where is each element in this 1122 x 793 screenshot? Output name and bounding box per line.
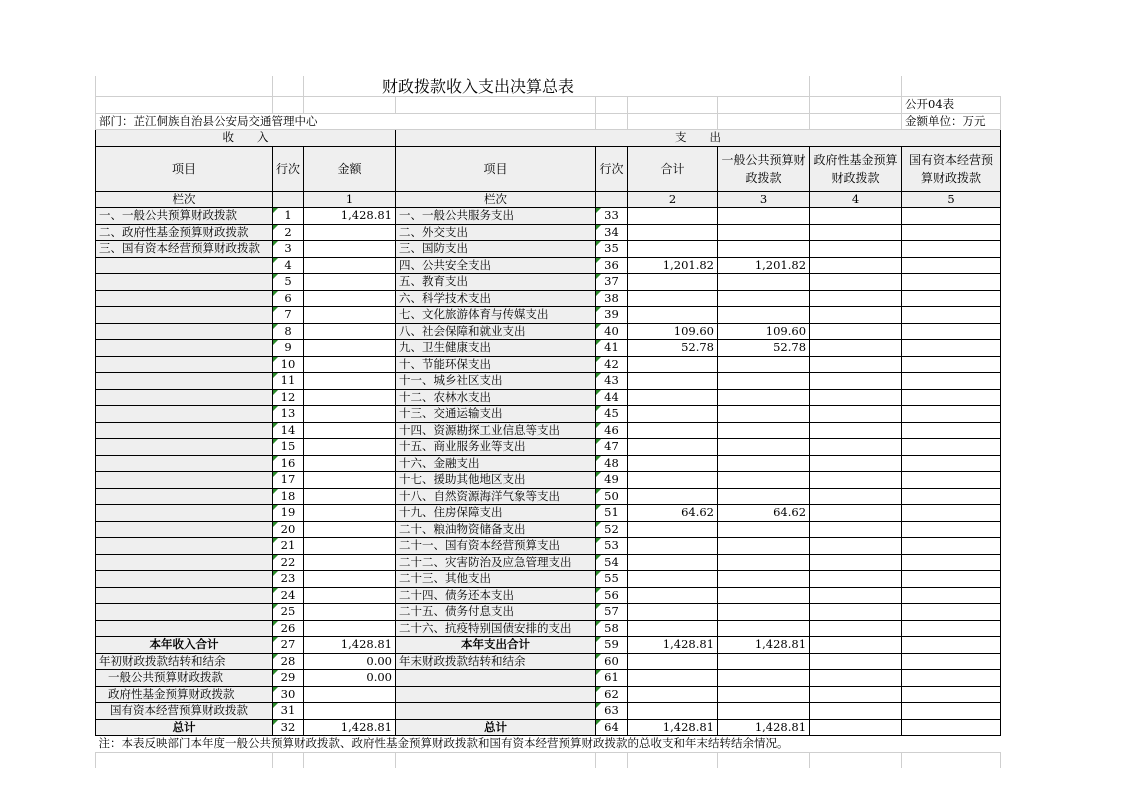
cell-total: 109.60 (628, 323, 718, 340)
cell-in-amt (304, 571, 396, 588)
cell-gen (718, 472, 810, 489)
cell-gen (718, 554, 810, 571)
cell-out-no: 46 (596, 422, 628, 439)
cell-out-item: 二十二、灾害防治及应急管理支出 (396, 554, 596, 571)
cell-in-item (96, 538, 273, 555)
cell-fund (810, 373, 902, 390)
cell-in-item (96, 488, 273, 505)
cell-out-no: 53 (596, 538, 628, 555)
cell-out-no: 54 (596, 554, 628, 571)
cell-in-amt (304, 323, 396, 340)
table-row (96, 307, 1001, 324)
cell-gen (718, 307, 810, 324)
cell-cap (902, 241, 1001, 258)
cell-in-amt (304, 373, 396, 390)
table-row (96, 422, 1001, 439)
cell-in-amt: 1,428.81 (304, 208, 396, 225)
carry-general-row: 一般公共预算财政拨款 29 0.00 61 (96, 670, 1001, 687)
cell-out-item: 二十一、国有资本经营预算支出 (396, 538, 596, 555)
cell-out-no: 42 (596, 356, 628, 373)
cell-out-no: 47 (596, 439, 628, 456)
cell-cap (902, 422, 1001, 439)
cell-out-item: 十七、援助其他地区支出 (396, 472, 596, 489)
cell-gen (718, 290, 810, 307)
cell-gen (718, 455, 810, 472)
cell-gen (718, 620, 810, 637)
cell-in-item (96, 274, 273, 291)
cell-out-no: 39 (596, 307, 628, 324)
cell-cap (902, 505, 1001, 522)
cell-in-amt (304, 472, 396, 489)
cell-gen (718, 389, 810, 406)
cell-in-item (96, 257, 273, 274)
cell-out-no: 45 (596, 406, 628, 423)
cell-out-item: 五、教育支出 (396, 274, 596, 291)
cell-in-no: 6 (273, 290, 304, 307)
cell-total (628, 274, 718, 291)
table-row (96, 604, 1001, 621)
cell-out-item: 七、文化旅游体育与传媒支出 (396, 307, 596, 324)
table-row (96, 241, 1001, 258)
cell-cap (902, 587, 1001, 604)
cell-in-amt (304, 505, 396, 522)
header-general-budget: 一般公共预算财政拨款 (718, 146, 810, 191)
cell-gen (718, 274, 810, 291)
cell-fund (810, 620, 902, 637)
cell-cap (902, 208, 1001, 225)
cell-fund (810, 521, 902, 538)
cell-fund (810, 439, 902, 456)
cell-out-no: 44 (596, 389, 628, 406)
cell-cap (902, 620, 1001, 637)
cell-gen (718, 571, 810, 588)
cell-cap (902, 488, 1001, 505)
footnote: 注：本表反映部门本年度一般公共预算财政拨款、政府性基金预算财政拨款和国有资本经营预算财政拨款的总收支和年末结转结余情况。 (96, 736, 1001, 753)
cell-in-item (96, 307, 273, 324)
column-index-row: 栏次 1 栏次 2 3 4 5 (96, 191, 1001, 208)
table-row (96, 389, 1001, 406)
table-row (96, 538, 1001, 555)
cell-fund (810, 604, 902, 621)
cell-in-item (96, 455, 273, 472)
cell-total: 1,201.82 (628, 257, 718, 274)
table-row (96, 208, 1001, 225)
cell-total (628, 455, 718, 472)
cell-gen: 1,201.82 (718, 257, 810, 274)
table-row (96, 290, 1001, 307)
cell-fund (810, 587, 902, 604)
cell-fund (810, 571, 902, 588)
table-row (96, 571, 1001, 588)
cell-in-item (96, 505, 273, 522)
cell-cap (902, 373, 1001, 390)
cell-in-item (96, 604, 273, 621)
cell-fund (810, 307, 902, 324)
cell-out-item: 十五、商业服务业等支出 (396, 439, 596, 456)
cell-cap (902, 571, 1001, 588)
cell-in-amt (304, 307, 396, 324)
cell-in-no: 19 (273, 505, 304, 522)
cell-in-amt (304, 422, 396, 439)
cell-in-amt (304, 274, 396, 291)
table-row (96, 356, 1001, 373)
cell-total (628, 554, 718, 571)
cell-out-item: 二、外交支出 (396, 224, 596, 241)
table-row (96, 488, 1001, 505)
header-item-expense: 项目 (396, 146, 596, 191)
cell-out-item: 二十四、债务还本支出 (396, 587, 596, 604)
page-title: 财政拨款收入支出决算总表 (304, 76, 810, 97)
cell-out-item: 十四、资源勘探工业信息等支出 (396, 422, 596, 439)
cell-total (628, 472, 718, 489)
cell-in-item (96, 356, 273, 373)
cell-total (628, 587, 718, 604)
table-row (96, 373, 1001, 390)
cell-in-amt (304, 488, 396, 505)
table-row (96, 620, 1001, 637)
cell-in-no: 11 (273, 373, 304, 390)
cell-out-no: 36 (596, 257, 628, 274)
cell-in-item (96, 554, 273, 571)
cell-in-no: 10 (273, 356, 304, 373)
cell-in-item (96, 323, 273, 340)
carry-over-row: 年初财政拨款结转和结余 28 0.00 年末财政拨款结转和结余 60 (96, 653, 1001, 670)
cell-total: 52.78 (628, 340, 718, 357)
cell-in-amt (304, 521, 396, 538)
cell-in-no: 14 (273, 422, 304, 439)
cell-out-no: 33 (596, 208, 628, 225)
table-row (96, 455, 1001, 472)
cell-in-no: 22 (273, 554, 304, 571)
cell-out-item: 十三、交通运输支出 (396, 406, 596, 423)
cell-gen (718, 373, 810, 390)
cell-out-item: 八、社会保障和就业支出 (396, 323, 596, 340)
cell-gen (718, 208, 810, 225)
cell-gen (718, 488, 810, 505)
cell-out-no: 51 (596, 505, 628, 522)
cell-out-item: 一、一般公共服务支出 (396, 208, 596, 225)
cell-fund (810, 538, 902, 555)
cell-total (628, 538, 718, 555)
header-amount: 金额 (304, 146, 396, 191)
cell-total: 64.62 (628, 505, 718, 522)
cell-fund (810, 323, 902, 340)
cell-in-item (96, 620, 273, 637)
cell-in-amt (304, 587, 396, 604)
cell-in-item (96, 422, 273, 439)
cell-out-no: 41 (596, 340, 628, 357)
cell-total (628, 571, 718, 588)
cell-cap (902, 455, 1001, 472)
header-gov-fund: 政府性基金预算财政拨款 (810, 146, 902, 191)
carry-capital-row: 国有资本经营预算财政拨款 31 63 (96, 703, 1001, 720)
cell-in-amt (304, 439, 396, 456)
cell-out-no: 49 (596, 472, 628, 489)
cell-cap (902, 406, 1001, 423)
cell-out-no: 57 (596, 604, 628, 621)
cell-fund (810, 455, 902, 472)
cell-gen (718, 439, 810, 456)
cell-total (628, 488, 718, 505)
grand-total-row: 总计 32 1,428.81 总计 64 1,428.81 1,428.81 (96, 719, 1001, 736)
cell-fund (810, 505, 902, 522)
table-row (96, 554, 1001, 571)
cell-out-item: 十八、自然资源海洋气象等支出 (396, 488, 596, 505)
cell-in-no: 17 (273, 472, 304, 489)
carry-fund-row: 政府性基金预算财政拨款 30 62 (96, 686, 1001, 703)
cell-in-amt (304, 340, 396, 357)
cell-in-item (96, 290, 273, 307)
header-line-no: 行次 (273, 146, 304, 191)
cell-total (628, 373, 718, 390)
cell-gen (718, 241, 810, 258)
cell-cap (902, 290, 1001, 307)
cell-out-item: 二十五、债务付息支出 (396, 604, 596, 621)
cell-in-item (96, 406, 273, 423)
cell-in-amt (304, 554, 396, 571)
cell-in-item (96, 389, 273, 406)
table-row (96, 472, 1001, 489)
cell-out-no: 50 (596, 488, 628, 505)
cell-total (628, 521, 718, 538)
cell-fund (810, 406, 902, 423)
cell-total (628, 389, 718, 406)
cell-fund (810, 257, 902, 274)
cell-gen (718, 604, 810, 621)
cell-fund (810, 208, 902, 225)
cell-fund (810, 241, 902, 258)
cell-in-item (96, 373, 273, 390)
cell-gen: 52.78 (718, 340, 810, 357)
cell-cap (902, 274, 1001, 291)
department-label: 部门：芷江侗族自治县公安局交通管理中心 (96, 113, 596, 130)
cell-fund (810, 472, 902, 489)
cell-total (628, 604, 718, 621)
cell-in-no: 15 (273, 439, 304, 456)
cell-out-item: 九、卫生健康支出 (396, 340, 596, 357)
cell-in-amt (304, 406, 396, 423)
cell-in-amt (304, 257, 396, 274)
cell-cap (902, 521, 1001, 538)
cell-total (628, 307, 718, 324)
cell-out-item: 十九、住房保障支出 (396, 505, 596, 522)
cell-fund (810, 554, 902, 571)
cell-in-item (96, 587, 273, 604)
cell-total (628, 208, 718, 225)
cell-total (628, 224, 718, 241)
cell-gen (718, 538, 810, 555)
cell-fund (810, 422, 902, 439)
cell-out-no: 52 (596, 521, 628, 538)
cell-out-no: 35 (596, 241, 628, 258)
final-accounts-table (95, 76, 1001, 768)
cell-total (628, 406, 718, 423)
cell-in-amt (304, 604, 396, 621)
table-row (96, 274, 1001, 291)
header-total: 合计 (628, 146, 718, 191)
cell-in-no: 26 (273, 620, 304, 637)
cell-gen (718, 406, 810, 423)
cell-out-no: 34 (596, 224, 628, 241)
cell-in-no: 3 (273, 241, 304, 258)
cell-in-amt (304, 538, 396, 555)
form-code: 公开04表 (902, 97, 1001, 114)
cell-fund (810, 274, 902, 291)
table-row (96, 257, 1001, 274)
cell-fund (810, 224, 902, 241)
cell-out-no: 55 (596, 571, 628, 588)
cell-in-no: 12 (273, 389, 304, 406)
cell-fund (810, 488, 902, 505)
cell-out-item: 十、节能环保支出 (396, 356, 596, 373)
table-row (96, 340, 1001, 357)
cell-in-item (96, 521, 273, 538)
table-row (96, 406, 1001, 423)
cell-in-no: 18 (273, 488, 304, 505)
cell-out-item: 十一、城乡社区支出 (396, 373, 596, 390)
cell-in-no: 24 (273, 587, 304, 604)
cell-in-no: 9 (273, 340, 304, 357)
cell-fund (810, 389, 902, 406)
cell-cap (902, 389, 1001, 406)
cell-in-amt (304, 620, 396, 637)
report-sheet (95, 76, 1000, 768)
cell-in-no: 4 (273, 257, 304, 274)
income-section-header: 收 入 (96, 130, 396, 147)
cell-out-no: 37 (596, 274, 628, 291)
cell-gen: 109.60 (718, 323, 810, 340)
cell-fund (810, 340, 902, 357)
cell-in-amt (304, 389, 396, 406)
header-item: 项目 (96, 146, 273, 191)
cell-in-item (96, 472, 273, 489)
cell-out-item: 二十三、其他支出 (396, 571, 596, 588)
cell-gen: 64.62 (718, 505, 810, 522)
cell-out-no: 40 (596, 323, 628, 340)
cell-in-item (96, 340, 273, 357)
table-row (96, 587, 1001, 604)
cell-in-no: 1 (273, 208, 304, 225)
table-row (96, 505, 1001, 522)
cell-in-item (96, 439, 273, 456)
cell-in-no: 13 (273, 406, 304, 423)
cell-out-no: 48 (596, 455, 628, 472)
cell-cap (902, 538, 1001, 555)
cell-in-item: 二、政府性基金预算财政拨款 (96, 224, 273, 241)
cell-total (628, 290, 718, 307)
cell-in-item: 三、国有资本经营预算财政拨款 (96, 241, 273, 258)
cell-out-no: 43 (596, 373, 628, 390)
header-state-capital: 国有资本经营预算财政拨款 (902, 146, 1001, 191)
table-row (96, 323, 1001, 340)
cell-in-no: 25 (273, 604, 304, 621)
cell-total (628, 356, 718, 373)
cell-in-no: 21 (273, 538, 304, 555)
cell-in-amt (304, 241, 396, 258)
cell-in-no: 2 (273, 224, 304, 241)
cell-in-item: 一、一般公共预算财政拨款 (96, 208, 273, 225)
cell-out-item: 四、公共安全支出 (396, 257, 596, 274)
cell-out-no: 56 (596, 587, 628, 604)
cell-cap (902, 356, 1001, 373)
cell-in-amt (304, 455, 396, 472)
cell-out-item: 二十六、抗疫特别国债安排的支出 (396, 620, 596, 637)
cell-in-amt (304, 224, 396, 241)
cell-fund (810, 356, 902, 373)
cell-cap (902, 604, 1001, 621)
cell-in-no: 5 (273, 274, 304, 291)
cell-cap (902, 323, 1001, 340)
cell-out-item: 三、国防支出 (396, 241, 596, 258)
unit-label: 金额单位：万元 (902, 113, 1001, 130)
cell-in-no: 23 (273, 571, 304, 588)
cell-fund (810, 290, 902, 307)
cell-in-no: 16 (273, 455, 304, 472)
cell-total (628, 439, 718, 456)
cell-in-no: 7 (273, 307, 304, 324)
cell-cap (902, 340, 1001, 357)
cell-cap (902, 472, 1001, 489)
cell-gen (718, 422, 810, 439)
table-row (96, 224, 1001, 241)
cell-out-item: 二十、粮油物资储备支出 (396, 521, 596, 538)
cell-gen (718, 521, 810, 538)
year-total-row: 本年收入合计 27 1,428.81 本年支出合计 59 1,428.81 1,428.81 (96, 637, 1001, 654)
cell-gen (718, 587, 810, 604)
header-line-no-expense: 行次 (596, 146, 628, 191)
cell-out-no: 38 (596, 290, 628, 307)
cell-total (628, 241, 718, 258)
cell-in-amt (304, 356, 396, 373)
cell-in-item (96, 571, 273, 588)
cell-total (628, 620, 718, 637)
table-row (96, 521, 1001, 538)
cell-cap (902, 439, 1001, 456)
cell-out-no: 58 (596, 620, 628, 637)
cell-in-amt (304, 290, 396, 307)
table-row (96, 439, 1001, 456)
cell-cap (902, 224, 1001, 241)
cell-out-item: 十二、农林水支出 (396, 389, 596, 406)
cell-cap (902, 307, 1001, 324)
cell-gen (718, 356, 810, 373)
cell-cap (902, 257, 1001, 274)
cell-cap (902, 554, 1001, 571)
cell-in-no: 20 (273, 521, 304, 538)
cell-in-no: 8 (273, 323, 304, 340)
cell-out-item: 十六、金融支出 (396, 455, 596, 472)
cell-total (628, 422, 718, 439)
cell-out-item: 六、科学技术支出 (396, 290, 596, 307)
expense-section-header: 支 出 (396, 130, 1001, 147)
cell-gen (718, 224, 810, 241)
